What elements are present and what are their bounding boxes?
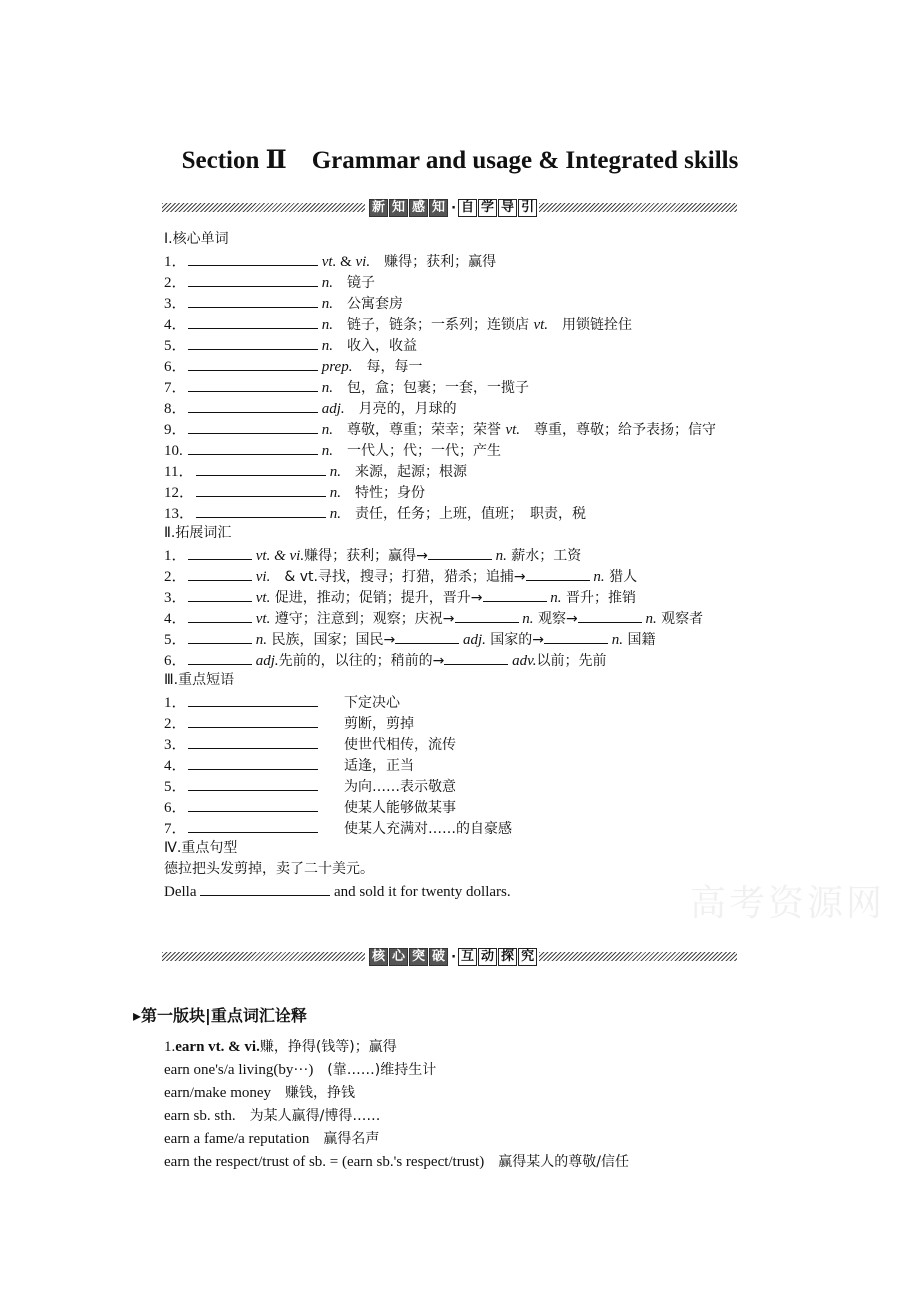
answer-blank[interactable] bbox=[188, 754, 318, 770]
section-banner-preview bbox=[162, 198, 737, 218]
answer-blank[interactable] bbox=[188, 418, 318, 434]
answer-blank[interactable] bbox=[188, 313, 318, 329]
answer-blank[interactable] bbox=[455, 607, 519, 623]
banner-char: 导 bbox=[498, 199, 517, 217]
banner-char: 破 bbox=[429, 948, 448, 966]
list-item: 12． n. 特性；身份 bbox=[164, 481, 784, 502]
list-item: 7． n. 包，盒；包裹；一套，一揽子 bbox=[164, 376, 784, 397]
list-item: 5． 为向……表示敬意 bbox=[164, 775, 784, 796]
answer-blank[interactable] bbox=[188, 376, 318, 392]
list-item: 2． n. 镜子 bbox=[164, 271, 784, 292]
list-item: 4． vt. 遵守；注意到；观察；庆祝→ n. 观察→ n. 观察者 bbox=[164, 607, 784, 628]
answer-blank[interactable] bbox=[188, 712, 318, 728]
answer-blank[interactable] bbox=[196, 460, 326, 476]
banner-char: 新 bbox=[369, 199, 388, 217]
answer-blank[interactable] bbox=[196, 481, 326, 497]
block-title: ▸第一版块|重点词汇诠释 bbox=[133, 1006, 307, 1025]
list-item: 3． 使世代相传，流传 bbox=[164, 733, 784, 754]
usage-line: earn a fame/a reputation 赢得名声 bbox=[164, 1131, 380, 1147]
entry-heading: 1.earn vt. & vi.赚，挣得(钱等)；赢得 bbox=[164, 1039, 397, 1055]
list-item: 3． n. 公寓套房 bbox=[164, 292, 784, 313]
answer-blank[interactable] bbox=[188, 250, 318, 266]
banner-char: 知 bbox=[429, 199, 448, 217]
answer-blank[interactable] bbox=[188, 565, 252, 581]
list-item: 10. n. 一代人；代；一代；产生 bbox=[164, 439, 784, 460]
answer-blank[interactable] bbox=[578, 607, 642, 623]
section-heading: Ⅲ.重点短语 bbox=[164, 672, 235, 688]
answer-blank[interactable] bbox=[188, 607, 252, 623]
watermark: 高考资源网 bbox=[690, 883, 886, 924]
banner-char: 引 bbox=[518, 199, 537, 217]
list-item: 13． n. 责任，任务；上班，值班； 职责，税 bbox=[164, 502, 784, 523]
answer-blank[interactable] bbox=[188, 628, 252, 644]
answer-blank[interactable] bbox=[395, 628, 459, 644]
section-heading: Ⅳ.重点句型 bbox=[164, 840, 238, 856]
banner-hatch-left bbox=[162, 203, 365, 212]
list-item: 1． vt. & vi.赚得；获利；赢得→ n. 薪水；工资 bbox=[164, 544, 784, 565]
list-item: 2． vi. & vt.寻找，搜寻；打猎，猎杀；追捕→ n. 猎人 bbox=[164, 565, 784, 586]
banner-char: 自 bbox=[458, 199, 477, 217]
answer-blank[interactable] bbox=[544, 628, 608, 644]
answer-blank[interactable] bbox=[188, 271, 318, 287]
answer-blank[interactable] bbox=[188, 586, 252, 602]
section-banner-core bbox=[162, 947, 737, 967]
banner-char: 知 bbox=[389, 199, 408, 217]
answer-blank[interactable] bbox=[188, 691, 318, 707]
usage-line: earn the respect/trust of sb. = (earn sb.'s respect/trust) 赢得某人的尊敬/信任 bbox=[164, 1154, 629, 1170]
list-item: 4． 适逢，正当 bbox=[164, 754, 784, 775]
list-item: 7． 使某人充满对……的自豪感 bbox=[164, 817, 784, 838]
banner-char: 究 bbox=[518, 948, 537, 966]
banner-char: 学 bbox=[478, 199, 497, 217]
answer-blank[interactable] bbox=[483, 586, 547, 602]
banner-char: 感 bbox=[409, 199, 428, 217]
banner-separator: · bbox=[451, 200, 457, 216]
vocab-explanation bbox=[164, 1036, 629, 1174]
answer-blank[interactable] bbox=[444, 649, 508, 665]
banner-tag bbox=[369, 198, 538, 218]
list-item: 9． n. 尊敬，尊重；荣幸；荣誉 vt. 尊重，尊敬；给予表扬；信守 bbox=[164, 418, 784, 439]
list-item: 8． adj. 月亮的，月球的 bbox=[164, 397, 784, 418]
answer-blank[interactable] bbox=[196, 502, 326, 518]
banner-hatch-right bbox=[539, 952, 737, 961]
answer-blank[interactable] bbox=[188, 439, 318, 455]
list-item: 5． n. 收入，收益 bbox=[164, 334, 784, 355]
list-item: 5． n. 民族，国家；国民→ adj. 国家的→ n. 国籍 bbox=[164, 628, 784, 649]
list-item: 11． n. 来源，起源；根源 bbox=[164, 460, 784, 481]
answer-blank[interactable] bbox=[188, 544, 252, 560]
sentence-en: Della and sold it for twenty dollars. bbox=[164, 880, 784, 901]
banner-tag bbox=[369, 947, 538, 967]
usage-line: earn sb. sth. 为某人赢得/博得…… bbox=[164, 1108, 381, 1124]
answer-blank[interactable] bbox=[188, 817, 318, 833]
list-item: 3． vt. 促进，推动；促销；提升，晋升→ n. 晋升；推销 bbox=[164, 586, 784, 607]
vocab-exercise bbox=[164, 229, 784, 901]
answer-blank[interactable] bbox=[188, 775, 318, 791]
answer-blank[interactable] bbox=[526, 565, 590, 581]
answer-blank[interactable] bbox=[188, 292, 318, 308]
list-item: 6． 使某人能够做某事 bbox=[164, 796, 784, 817]
list-item: 4． n. 链子，链条；一系列；连锁店 vt. 用锁链拴住 bbox=[164, 313, 784, 334]
list-item: 6． prep. 每，每一 bbox=[164, 355, 784, 376]
sentence-cn: 德拉把头发剪掉，卖了二十美元。 bbox=[164, 861, 374, 877]
banner-char: 核 bbox=[369, 948, 388, 966]
banner-separator: · bbox=[451, 949, 457, 965]
banner-char: 互 bbox=[458, 948, 477, 966]
answer-blank[interactable] bbox=[428, 544, 492, 560]
answer-blank[interactable] bbox=[188, 733, 318, 749]
answer-blank[interactable] bbox=[188, 334, 318, 350]
answer-blank[interactable] bbox=[188, 397, 318, 413]
answer-blank[interactable] bbox=[188, 796, 318, 812]
banner-char: 探 bbox=[498, 948, 517, 966]
answer-blank[interactable] bbox=[188, 355, 318, 371]
section-heading: Ⅱ.拓展词汇 bbox=[164, 525, 232, 541]
banner-char: 心 bbox=[389, 948, 408, 966]
answer-blank[interactable] bbox=[200, 880, 330, 896]
banner-hatch-right bbox=[539, 203, 737, 212]
banner-char: 动 bbox=[478, 948, 497, 966]
usage-line: earn/make money 赚钱，挣钱 bbox=[164, 1085, 356, 1101]
list-item: 6． adj.先前的，以往的；稍前的→ adv.以前；先前 bbox=[164, 649, 784, 670]
list-item: 2． 剪断，剪掉 bbox=[164, 712, 784, 733]
section-heading: Ⅰ.核心单词 bbox=[164, 231, 229, 247]
banner-char: 突 bbox=[409, 948, 428, 966]
banner-hatch-left bbox=[162, 952, 365, 961]
page-title: Section Ⅱ Grammar and usage & Integrated skills bbox=[181, 147, 739, 174]
list-item: 1． vt. & vi. 赚得；获利；赢得 bbox=[164, 250, 784, 271]
answer-blank[interactable] bbox=[188, 649, 252, 665]
list-item: 1． 下定决心 bbox=[164, 691, 784, 712]
usage-line: earn one's/a living(by···) (靠……)维持生计 bbox=[164, 1062, 437, 1078]
